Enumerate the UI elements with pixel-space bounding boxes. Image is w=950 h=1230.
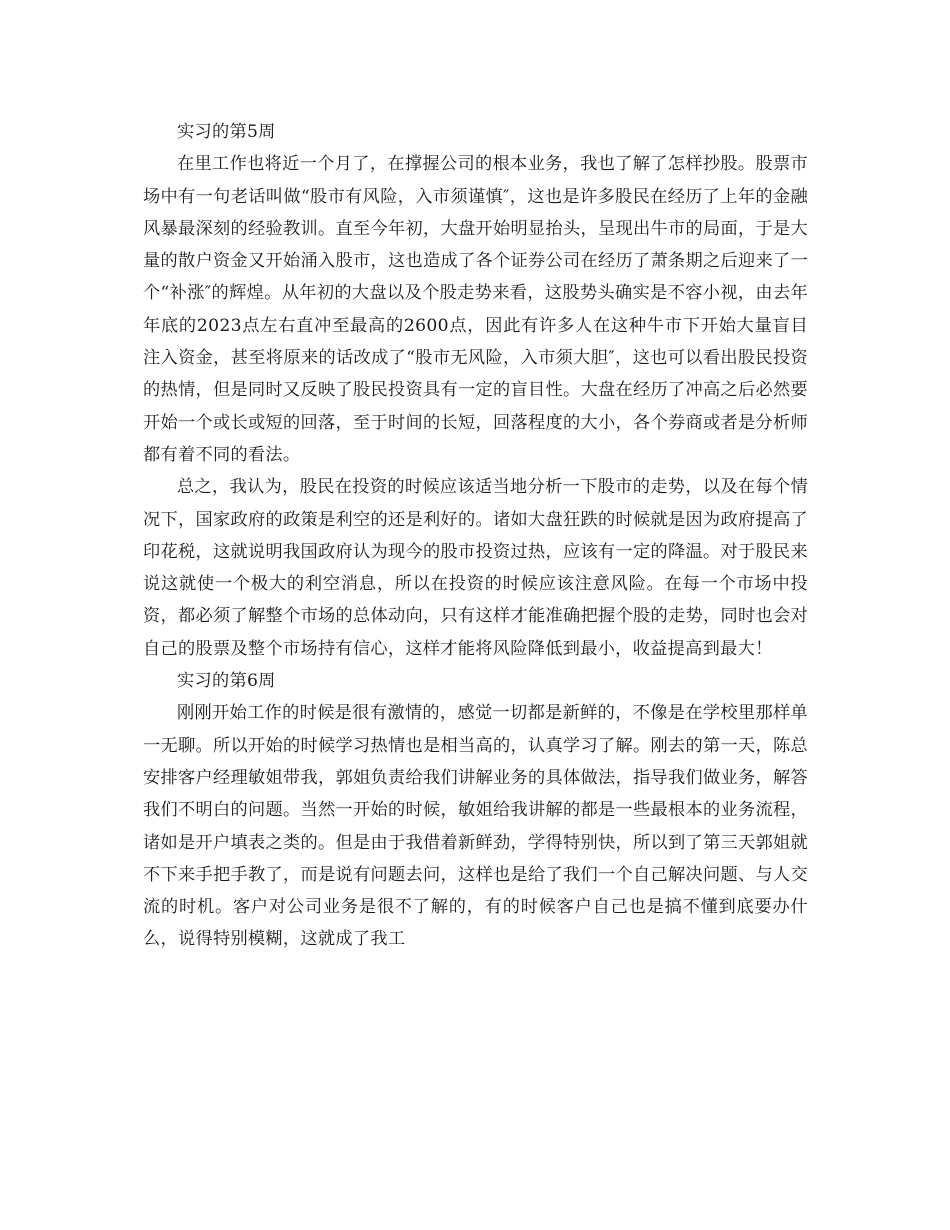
document-body: [143, 116, 808, 956]
week6-heading: 实习的第6周: [177, 671, 276, 692]
week6-paragraph-1: 刚刚开始工作的时候是很有激情的，感觉一切都是新鲜的，不像是在学校里那样单一无聊。所以开始的时候学习热情也是相当高的，认真学习了解。刚去的第一天，陈总安排客户经理敏姐带我，郭姐负责给我们讲解业务的具体做法，指导我们做业务，解答我们不明白的问题。当然一开始的时候，敏姐给我讲解的都是一些最根本的业务流程，诸如是开户填表之类的。但是由于我借着新鲜劲，学得特别快，所以到了第三天郭姐就不下来手把手教了，而是说有问题去问，这样也是给了我们一个自己解决问题、与人交流的时机。客户对公司业务是很不了解的，有的时候客户自己也是搞不懂到底要办什么，说得特别模糊，这就成了我工: [143, 703, 808, 950]
week5-paragraph-2: 总之，我认为，股民在投资的时候应该适当地分析一下股市的走势，以及在每个情况下，国家政府的政策是利空的还是利好的。诸如大盘狂跌的时候就是因为政府提高了印花税，这就说明我国政府认为现今的股市投资过热，应该有一定的降温。对于股民来说这就使一个极大的利空消息，所以在投资的时候应该注意风险。在每一个市场中投资，都必须了解整个市场的总体动向，只有这样才能准确把握个股的走势，同时也会对自己的股票及整个市场持有信心，这样才能将风险降低到最小，收益提高到最大！: [143, 477, 808, 659]
week5-heading: 实习的第5周: [177, 122, 276, 142]
week5-paragraph-1: 在里工作也将近一个月了，在撑握公司的根本业务，我也了解了怎样抄股。股票市场中有一句老话叫做“股市有风险，入市须谨慎″，这也是许多股民在经历了上年的金融风暴最深刻的经验教训。直至今年初，大盘开始明显抬头，呈现出牛市的局面，于是大量的散户资金又开始涌入股市，这也造成了各个证券公司在经历了萧条期之后迎来了一个“补涨″的辉煌。从年初的大盘以及个股走势来看，这股势头确实是不容小视，由去年年底的2023点左右直冲至最高的2600点，因此有许多人在这种牛市下开始大量盲目注入资金，甚至将原来的话改成了“股市无风险，入市须大胆″，这也可以看出股民投资的热情，但是同时又反映了股民投资具有一定的盲目性。大盘在经历了冲高之后必然要开始一个或长或短的回落，至于时间的长短，回落程度的大小，各个券商或者是分析师都有着不同的看法。: [143, 154, 808, 465]
